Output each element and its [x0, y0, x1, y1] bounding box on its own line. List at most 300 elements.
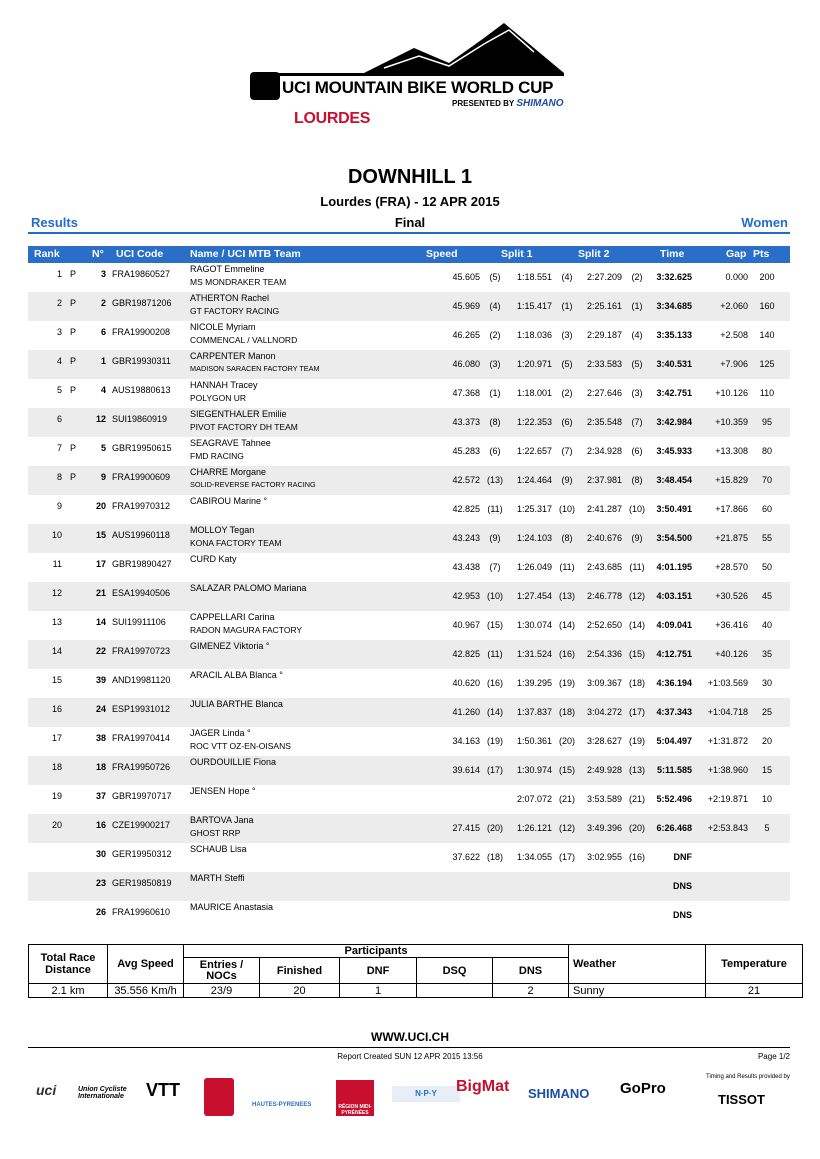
- time-cell: 5:04.497: [656, 736, 692, 746]
- rider-name: MOLLOY Tegan: [190, 525, 255, 535]
- rank-cell: 8: [56, 472, 62, 482]
- table-row: [28, 756, 790, 785]
- split2-cell: 2:37.981: [586, 475, 622, 485]
- rider-name: JAGER Linda °: [190, 728, 251, 738]
- rank-cell: 13: [51, 617, 62, 627]
- time-cell: 4:37.343: [656, 707, 692, 717]
- category-label: Women: [741, 215, 788, 230]
- uci-code-cell: CZE19900217: [112, 820, 171, 830]
- summary-dns-label: DNS: [493, 958, 569, 984]
- gap-cell: +40.126: [715, 649, 748, 659]
- gap-cell: +13.308: [715, 446, 748, 456]
- speed-cell: 42.825: [452, 649, 480, 659]
- bib-cell: 3: [100, 269, 106, 279]
- page-title: DOWNHILL 1: [347, 166, 473, 188]
- header-code: UCI Code: [116, 248, 164, 260]
- speed-rank-cell: (1): [489, 388, 501, 398]
- rider-name: JULIA BARTHE Blanca: [190, 699, 283, 709]
- header-split1: Split 1: [501, 248, 533, 260]
- table-row: [28, 669, 790, 698]
- speed-rank-cell: (3): [489, 359, 501, 369]
- shimano-logo: SHIMANO: [528, 1086, 590, 1101]
- rider-name: ATHERTON Rachel: [190, 293, 270, 303]
- uci-code-cell: GBR19871206: [112, 298, 172, 308]
- split1-rank-cell: (10): [558, 504, 575, 514]
- split1-cell: 1:18.551: [516, 272, 552, 282]
- time-cell: 5:11.585: [656, 765, 692, 775]
- split2-cell: 3:02.955: [586, 852, 622, 862]
- rider-name: JENSEN Hope °: [190, 786, 256, 796]
- gap-cell: +7.906: [720, 359, 748, 369]
- uci-emblem-icon: [250, 72, 280, 100]
- vtt-logo: VTT: [146, 1080, 180, 1100]
- summary-avg-speed-label: Avg Speed: [108, 945, 184, 984]
- split2-rank-cell: (5): [631, 359, 643, 369]
- points-cell: 70: [761, 475, 772, 485]
- uci-code-cell: GBR19930311: [112, 356, 171, 366]
- footer-divider: [28, 1047, 790, 1048]
- bib-cell: 4: [100, 385, 106, 395]
- gap-cell: +10.359: [715, 417, 748, 427]
- split1-cell: 1:24.464: [516, 475, 552, 485]
- bib-cell: 26: [95, 907, 106, 917]
- rider-name: CARPENTER Manon: [190, 351, 276, 361]
- team-name: GHOST RRP: [190, 828, 241, 838]
- split1-cell: 1:31.524: [516, 649, 552, 659]
- time-cell: 4:03.151: [656, 591, 692, 601]
- split1-rank-cell: (16): [558, 649, 575, 659]
- split2-rank-cell: (13): [628, 765, 645, 775]
- bib-cell: 24: [95, 704, 106, 714]
- split2-rank-cell: (6): [631, 446, 643, 456]
- page-number: Page 1/2: [757, 1052, 790, 1061]
- coat-of-arms-icon: [204, 1078, 234, 1116]
- team-name: KONA FACTORY TEAM: [190, 538, 282, 548]
- bib-cell: 5: [100, 443, 106, 453]
- gap-cell: +1:03.569: [707, 678, 748, 688]
- uci-code-cell: FRA19900208: [112, 327, 171, 337]
- split2-cell: 2:33.583: [586, 359, 622, 369]
- split2-cell: 2:54.336: [586, 649, 622, 659]
- rank-cell: 20: [51, 820, 62, 830]
- team-name: MADISON SARACEN FACTORY TEAM: [190, 364, 320, 373]
- rider-name: CAPPELLARI Carina: [190, 612, 275, 622]
- header-name: Name / UCI MTB Team: [190, 248, 301, 260]
- speed-rank-cell: (18): [486, 852, 503, 862]
- round-label: Final: [394, 215, 426, 230]
- rider-name: SIEGENTHALER Emilie: [190, 409, 287, 419]
- gap-cell: +1:38.960: [707, 765, 748, 775]
- rider-name: BARTOVA Jana: [190, 815, 254, 825]
- points-cell: 5: [764, 823, 770, 833]
- rank-cell: 17: [51, 733, 62, 743]
- speed-rank-cell: (16): [486, 678, 503, 688]
- logo-venue: LOURDES: [294, 110, 371, 127]
- rider-name: CHARRE Morgane: [190, 467, 267, 477]
- gap-cell: 0.000: [725, 272, 748, 282]
- status-cell: P: [70, 385, 77, 395]
- points-cell: 60: [761, 504, 772, 514]
- divider: [28, 232, 790, 234]
- bigmat-logo: BigMat: [456, 1078, 510, 1095]
- speed-cell: 27.415: [452, 823, 480, 833]
- speed-rank-cell: (10): [486, 591, 503, 601]
- time-cell: 3:45.933: [656, 446, 692, 456]
- bib-cell: 16: [95, 820, 106, 830]
- uci-full-name: Union Cycliste Internationale: [78, 1086, 127, 1100]
- split2-cell: 2:29.187: [586, 330, 622, 340]
- speed-cell: 43.438: [452, 562, 480, 572]
- split2-cell: 3:49.396: [586, 823, 622, 833]
- results-table: [28, 246, 790, 930]
- time-cell: 4:01.195: [656, 562, 692, 572]
- split1-rank-cell: (1): [561, 301, 573, 311]
- table-body: [28, 263, 790, 930]
- rank-cell: 18: [51, 762, 62, 772]
- footer-url[interactable]: WWW.UCI.CH: [371, 1030, 449, 1044]
- gap-cell: +2.508: [720, 330, 748, 340]
- bib-cell: 22: [95, 646, 106, 656]
- speed-cell: 37.622: [452, 852, 480, 862]
- rank-cell: 16: [51, 704, 62, 714]
- gap-cell: +30.526: [715, 591, 748, 601]
- summary-distance-label: Total Race Distance: [29, 945, 108, 984]
- header-speed: Speed: [426, 248, 458, 260]
- uci-code-cell: FRA19900609: [112, 472, 171, 482]
- bib-cell: 1: [100, 356, 106, 366]
- table-row: [28, 698, 790, 727]
- split1-rank-cell: (11): [559, 562, 575, 572]
- rider-name: MARTH Steffi: [190, 873, 245, 883]
- split2-cell: 2:41.287: [586, 504, 622, 514]
- speed-cell: 41.260: [452, 707, 480, 717]
- table-row: [28, 263, 790, 292]
- speed-cell: 39.614: [452, 765, 480, 775]
- gap-cell: +36.416: [715, 620, 748, 630]
- bib-cell: 2: [100, 298, 106, 308]
- status-cell: P: [70, 298, 77, 308]
- uci-code-cell: GBR19950615: [112, 443, 172, 453]
- speed-rank-cell: (20): [486, 823, 503, 833]
- header-time: Time: [660, 248, 685, 260]
- split2-cell: 2:40.676: [586, 533, 622, 543]
- speed-cell: 40.620: [452, 678, 480, 688]
- rider-name: NICOLE Myriam: [190, 322, 256, 332]
- rank-cell: 11: [52, 559, 62, 569]
- speed-rank-cell: (2): [489, 330, 501, 340]
- points-cell: 10: [761, 794, 772, 804]
- split2-cell: 3:53.589: [586, 794, 622, 804]
- uci-code-cell: ESA19940506: [112, 588, 171, 598]
- team-name: MS MONDRAKER TEAM: [190, 277, 287, 287]
- time-cell: 3:32.625: [656, 272, 692, 282]
- points-cell: 55: [761, 533, 772, 543]
- rank-cell: 1: [56, 269, 62, 279]
- bib-cell: 9: [100, 472, 106, 482]
- split2-rank-cell: (15): [628, 649, 645, 659]
- speed-rank-cell: (17): [486, 765, 503, 775]
- speed-rank-cell: (4): [489, 301, 501, 311]
- table-row: [28, 785, 790, 814]
- uci-code-cell: GBR19970717: [112, 791, 172, 801]
- header-gap: Gap: [726, 248, 747, 260]
- speed-cell: 42.953: [452, 591, 480, 601]
- split2-rank-cell: (9): [631, 533, 643, 543]
- split2-cell: 2:34.928: [586, 446, 622, 456]
- table-row: [28, 611, 790, 640]
- speed-rank-cell: (11): [487, 649, 503, 659]
- gap-cell: +2:53.843: [707, 823, 748, 833]
- split2-cell: 2:46.778: [586, 591, 622, 601]
- split1-rank-cell: (15): [558, 765, 575, 775]
- points-cell: 25: [761, 707, 772, 717]
- table-row: [28, 437, 790, 466]
- rank-cell: 5: [56, 385, 62, 395]
- rider-name: SALAZAR PALOMO Mariana: [190, 583, 307, 593]
- split1-cell: 1:30.974: [516, 765, 552, 775]
- speed-cell: 46.080: [452, 359, 480, 369]
- split1-rank-cell: (8): [561, 533, 573, 543]
- split1-rank-cell: (6): [561, 417, 573, 427]
- summary-dns-value: 2: [493, 984, 569, 998]
- header-split2: Split 2: [578, 248, 610, 260]
- rank-cell: 9: [56, 501, 62, 511]
- summary-weather-value: Sunny: [569, 984, 706, 998]
- speed-rank-cell: (15): [486, 620, 503, 630]
- summary-entries-value: 23/9: [184, 984, 260, 998]
- uci-code-cell: GBR19890427: [112, 559, 172, 569]
- npy-logo: N·P·Y: [392, 1086, 460, 1102]
- bib-cell: 23: [95, 878, 106, 888]
- split2-cell: 2:43.685: [586, 562, 622, 572]
- gap-cell: +28.570: [715, 562, 748, 572]
- mountain-logo-icon: [244, 18, 564, 130]
- rank-cell: 10: [51, 530, 62, 540]
- speed-cell: 46.265: [452, 330, 480, 340]
- rank-cell: 7: [56, 443, 62, 453]
- time-cell: DNS: [672, 881, 692, 891]
- gap-cell: +1:31.872: [707, 736, 748, 746]
- race-summary-table: [28, 944, 803, 998]
- split1-rank-cell: (21): [558, 794, 575, 804]
- points-cell: 40: [761, 620, 772, 630]
- rank-cell: 4: [56, 356, 62, 366]
- time-cell: 3:34.685: [656, 301, 692, 311]
- split1-cell: 1:25.317: [516, 504, 552, 514]
- time-cell: 4:12.751: [656, 649, 692, 659]
- speed-cell: 40.967: [452, 620, 480, 630]
- status-cell: P: [70, 269, 77, 279]
- split1-rank-cell: (9): [561, 475, 573, 485]
- split1-rank-cell: (17): [558, 852, 575, 862]
- split2-cell: 2:27.209: [586, 272, 622, 282]
- table-row: [28, 495, 790, 524]
- table-row: [28, 466, 790, 495]
- gap-cell: +21.875: [715, 533, 748, 543]
- summary-finished-value: 20: [260, 984, 340, 998]
- speed-cell: 45.605: [452, 272, 480, 282]
- rank-cell: 6: [56, 414, 62, 424]
- split1-rank-cell: (5): [561, 359, 573, 369]
- points-cell: 45: [761, 591, 772, 601]
- team-name: ROC VTT OZ-EN-OISANS: [190, 741, 291, 751]
- rider-name: RAGOT Emmeline: [190, 264, 265, 274]
- time-cell: DNF: [673, 852, 692, 862]
- time-cell: 5:52.496: [656, 794, 692, 804]
- gap-cell: +10.126: [715, 388, 748, 398]
- gopro-logo: GoPro: [620, 1080, 666, 1097]
- summary-weather-label: Weather: [569, 945, 706, 984]
- time-cell: DNS: [672, 910, 692, 920]
- split1-cell: 1:22.353: [516, 417, 552, 427]
- table-row: [28, 872, 790, 901]
- time-cell: 3:48.454: [656, 475, 692, 485]
- points-cell: 95: [761, 417, 772, 427]
- table-row: [28, 843, 790, 872]
- split1-cell: 1:26.049: [516, 562, 552, 572]
- bib-cell: 38: [95, 733, 106, 743]
- split2-rank-cell: (14): [628, 620, 645, 630]
- points-cell: 20: [761, 736, 772, 746]
- summary-dsq-label: DSQ: [417, 958, 493, 984]
- speed-rank-cell: (5): [489, 272, 501, 282]
- uci-code-cell: FRA19950726: [112, 762, 171, 772]
- team-name: GT FACTORY RACING: [190, 306, 280, 316]
- event-logo: [244, 18, 564, 130]
- split2-rank-cell: (7): [631, 417, 643, 427]
- rider-name: CURD Katy: [190, 554, 237, 564]
- summary-entries-label: Entries / NOCs: [184, 958, 260, 984]
- time-cell: 3:54.500: [656, 533, 692, 543]
- header-bib: N°: [92, 248, 104, 260]
- table-row: [28, 350, 790, 379]
- split2-cell: 3:04.272: [586, 707, 622, 717]
- rank-cell: 19: [51, 791, 62, 801]
- split1-cell: 1:30.074: [516, 620, 552, 630]
- summary-avg-speed-value: 35.556 Km/h: [108, 984, 184, 998]
- bib-cell: 20: [95, 501, 106, 511]
- speed-cell: 43.373: [452, 417, 480, 427]
- speed-cell: 42.572: [452, 475, 480, 485]
- time-cell: 3:42.751: [656, 388, 692, 398]
- uci-code-cell: FRA19860527: [112, 269, 171, 279]
- split1-rank-cell: (2): [561, 388, 573, 398]
- table-row: [28, 901, 790, 930]
- split2-rank-cell: (20): [628, 823, 645, 833]
- team-name: POLYGON UR: [190, 393, 247, 403]
- rank-cell: 14: [51, 646, 62, 656]
- team-name: FMD RACING: [190, 451, 244, 461]
- points-cell: 140: [759, 330, 775, 340]
- split1-cell: 1:18.036: [516, 330, 552, 340]
- split2-rank-cell: (12): [628, 591, 645, 601]
- report-created: Report Created SUN 12 APR 2015 13:56: [337, 1052, 483, 1061]
- uci-code-cell: GER19850819: [112, 878, 172, 888]
- bib-cell: 6: [100, 327, 106, 337]
- team-name: PIVOT FACTORY DH TEAM: [190, 422, 298, 432]
- table-row: [28, 321, 790, 350]
- speed-cell: 47.368: [452, 388, 480, 398]
- uci-code-cell: ESP19931012: [112, 704, 171, 714]
- time-cell: 3:35.133: [656, 330, 692, 340]
- rider-name: GIMENEZ Viktoria °: [190, 641, 270, 651]
- uci-logo: uci: [36, 1082, 57, 1098]
- tissot-logo: TISSOT: [718, 1092, 765, 1107]
- uci-code-cell: AUS19960118: [112, 530, 170, 540]
- status-cell: P: [70, 327, 77, 337]
- points-cell: 50: [761, 562, 772, 572]
- points-cell: 160: [759, 301, 775, 311]
- split1-cell: 1:27.454: [516, 591, 552, 601]
- split2-rank-cell: (2): [631, 272, 643, 282]
- uci-code-cell: FRA19960610: [112, 907, 171, 917]
- bib-cell: 17: [95, 559, 106, 569]
- points-cell: 200: [759, 272, 775, 282]
- split1-rank-cell: (14): [558, 620, 575, 630]
- rider-name: SCHAUB Lisa: [190, 844, 247, 854]
- summary-temperature-label: Temperature: [706, 945, 803, 984]
- gap-cell: +17.866: [715, 504, 748, 514]
- split1-cell: 2:07.072: [516, 794, 552, 804]
- speed-cell: 45.969: [452, 301, 480, 311]
- table-header: [28, 246, 790, 263]
- split1-cell: 1:24.103: [516, 533, 552, 543]
- split1-cell: 1:37.837: [516, 707, 552, 717]
- uci-code-cell: AUS19880613: [112, 385, 171, 395]
- split1-cell: 1:22.657: [516, 446, 552, 456]
- split2-rank-cell: (18): [628, 678, 645, 688]
- split1-rank-cell: (13): [558, 591, 575, 601]
- speed-rank-cell: (19): [486, 736, 503, 746]
- speed-cell: 42.825: [452, 504, 480, 514]
- rank-cell: 3: [56, 327, 62, 337]
- split2-cell: 2:49.928: [586, 765, 622, 775]
- hautes-pyrenees-logo: HAUTES-PYRENEES: [252, 1102, 312, 1108]
- split1-cell: 1:20.971: [516, 359, 552, 369]
- split2-cell: 2:35.548: [586, 417, 622, 427]
- team-name: RADON MAGURA FACTORY: [190, 625, 303, 635]
- split2-cell: 2:25.161: [586, 301, 622, 311]
- time-cell: 3:42.984: [656, 417, 692, 427]
- summary-distance-value: 2.1 km: [29, 984, 108, 998]
- bib-cell: 39: [95, 675, 106, 685]
- split1-cell: 1:18.001: [516, 388, 552, 398]
- table-row: [28, 640, 790, 669]
- rank-cell: 12: [51, 588, 62, 598]
- team-name: COMMENCAL / VALLNORD: [190, 335, 298, 345]
- time-cell: 3:50.491: [656, 504, 692, 514]
- summary-dnf-value: 1: [340, 984, 417, 998]
- logo-presented: PRESENTED BY SHIMANO: [452, 98, 564, 109]
- rank-cell: 2: [56, 298, 62, 308]
- speed-rank-cell: (11): [487, 504, 503, 514]
- bib-cell: 37: [95, 791, 106, 801]
- time-cell: 4:09.041: [656, 620, 692, 630]
- split2-rank-cell: (1): [631, 301, 643, 311]
- rank-cell: 15: [51, 675, 62, 685]
- rider-name: ARACIL ALBA Blanca °: [190, 670, 283, 680]
- speed-rank-cell: (8): [489, 417, 501, 427]
- split2-rank-cell: (3): [631, 388, 643, 398]
- header-pts: Pts: [753, 248, 770, 260]
- rider-name: OURDOUILLIE Fiona: [190, 757, 277, 767]
- results-label: Results: [31, 215, 78, 230]
- logo-title: UCI MOUNTAIN BIKE WORLD CUP: [282, 78, 554, 97]
- split2-cell: 2:52.650: [586, 620, 622, 630]
- gap-cell: +2:19.871: [707, 794, 748, 804]
- uci-code-cell: GER19950312: [112, 849, 172, 859]
- uci-code-cell: FRA19970723: [112, 646, 171, 656]
